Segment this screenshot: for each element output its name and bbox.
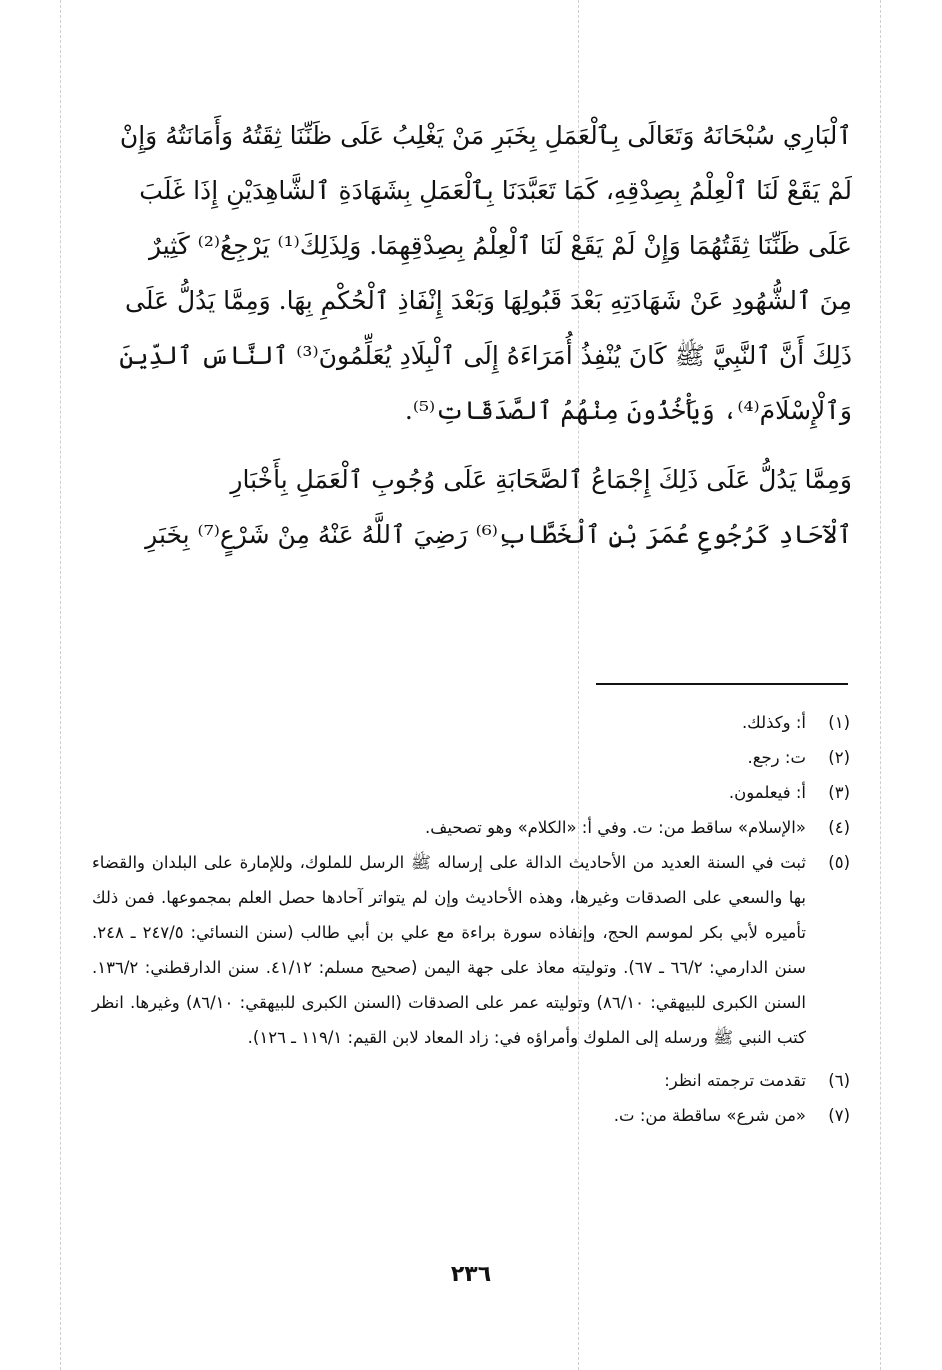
footnote: [92, 705, 850, 740]
text-line: ذَلِكَ أَنَّ ٱلنَّبِيَّ ﷺ كَانَ يُنْفِذُ أُمَرَاءَهُ إِلَى ٱلْبِلَادِ يُعَلِّمُونَ⁽³⁾ ٱلنَّاسَ ٱلدِّينَ: [119, 341, 852, 370]
page-number: ٢٣٦: [450, 1262, 492, 1287]
text-line: ٱلْبَارِي سُبْحَانَهُ وَتَعَالَى بِٱلْعَمَلِ بِخَبَرِ مَنْ يَغْلِبُ عَلَى ظَنِّنَا ثِقَتُهُ وَأَمَانَتُهُ وَإِنْ: [119, 121, 852, 150]
footnote-text: ت: رجع.: [747, 748, 806, 767]
text-line: وَٱلْإِسْلَامَ⁽⁴⁾، وَيَأْخُذُونَ مِنْهُمُ ٱلصَّدَقَاتِ⁽⁵⁾.: [404, 396, 852, 425]
footnote-number: (٦): [828, 1071, 850, 1090]
footnote-number: (٤): [828, 818, 850, 837]
margin-guide: [60, 0, 61, 1370]
footnote-text: تقدمت ترجمته انظر:: [664, 1071, 806, 1090]
footnote-separator: [596, 683, 848, 685]
footnote: [92, 775, 850, 810]
text-line: ٱلْآحَادِ كَرُجُوعِ عُمَرَ بْنِ ٱلْخَطَّابِ⁽⁶⁾ رَضِيَ ٱللَّهُ عَنْهُ مِنْ شَرْعٍ⁽⁷⁾ بِخَبَرِ: [145, 520, 852, 549]
text-line: وَمِمَّا يَدُلُّ عَلَى ذَلِكَ إِجْمَاعُ ٱلصَّحَابَةِ عَلَى وُجُوبِ ٱلْعَمَلِ بِأَخْبَارِ: [230, 465, 852, 494]
footnote-number: (٥): [828, 853, 850, 872]
margin-guide: [880, 0, 881, 1370]
footnote-number: (٧): [828, 1106, 850, 1125]
footnotes: [92, 705, 850, 1133]
footnote: [92, 1098, 850, 1133]
main-paragraph-1: [92, 108, 852, 438]
footnote-text: أ: وكذلك.: [741, 713, 806, 732]
footnote-text: «الإسلام» ساقط من: ت. وفي أ: «الكلام» وهو تصحيف.: [425, 818, 806, 837]
footnote-number: (١): [828, 713, 850, 732]
footnote-number: (٢): [828, 748, 850, 767]
footnote: [92, 1063, 850, 1098]
text-line: عَلَى ظَنِّنَا ثِقَتُهُمَا وَإِنْ لَمْ يَقَعْ لَنَا ٱلْعِلْمُ بِصِدْقِهِمَا. وَلِذَلِكَ⁽¹⁾ يَرْجِعُ⁽²⁾ كَثِيرٌ: [148, 231, 852, 260]
main-paragraph-2: [92, 452, 852, 562]
footnote-text: ثبت في السنة العديد من الأحاديث الدالة على إرساله ﷺ الرسل للملوك، وللإمارة على البلدان والقضاء بها والسعي على الصدقات وغيرها، وهذه الأحاديث وإن لم يتواتر آحادها حصل العلم بمجموعها. فمن ذلك تأميره لأبي بكر لموسم الحج، وإنفاذه سورة براءة مع علي بن أبي طالب (سنن النسائي: ٢٤٧/٥ ـ ٢٤٨. سنن الدارمي: ٦٦/٢ ـ ٦٧). وتوليته معاذ على جهة اليمن (صحيح مسلم: ٤١/١٢. سنن الدارقطني: ١٣٦/٢. السنن الكبرى للبيهقي: ٨٦/١٠) وتوليته عمر على الصدقات (السنن الكبرى للبيهقي: ٨٦/١٠) وغيرها. انظر كتب النبي ﷺ ورسله إلى الملوك وأمراؤه في: زاد المعاد لابن القيم: ١١٩/١ ـ ١٢٦).: [92, 853, 807, 1047]
footnote: [92, 810, 850, 845]
footnote-text: أ: فيعلمون.: [728, 783, 806, 802]
text-line: مِنَ ٱلشُّهُودِ عَنْ شَهَادَتِهِ بَعْدَ قَبُولِهَا وَبَعْدَ إِنْفَاذِ ٱلْحُكْمِ بِهَا. وَمِمَّا يَدُلُّ عَلَى: [125, 286, 852, 315]
text-line: لَمْ يَقَعْ لَنَا ٱلْعِلْمُ بِصِدْقِهِ، كَمَا تَعَبَّدَنَا بِٱلْعَمَلِ بِشَهَادَةِ ٱلشَّاهِدَيْنِ إِذَا غَلَبَ: [139, 176, 852, 205]
footnote-number: (٣): [828, 783, 850, 802]
footnote-text: «من شرع» ساقطة من: ت.: [613, 1106, 806, 1125]
footnote: [92, 845, 850, 1055]
footnote: [92, 740, 850, 775]
